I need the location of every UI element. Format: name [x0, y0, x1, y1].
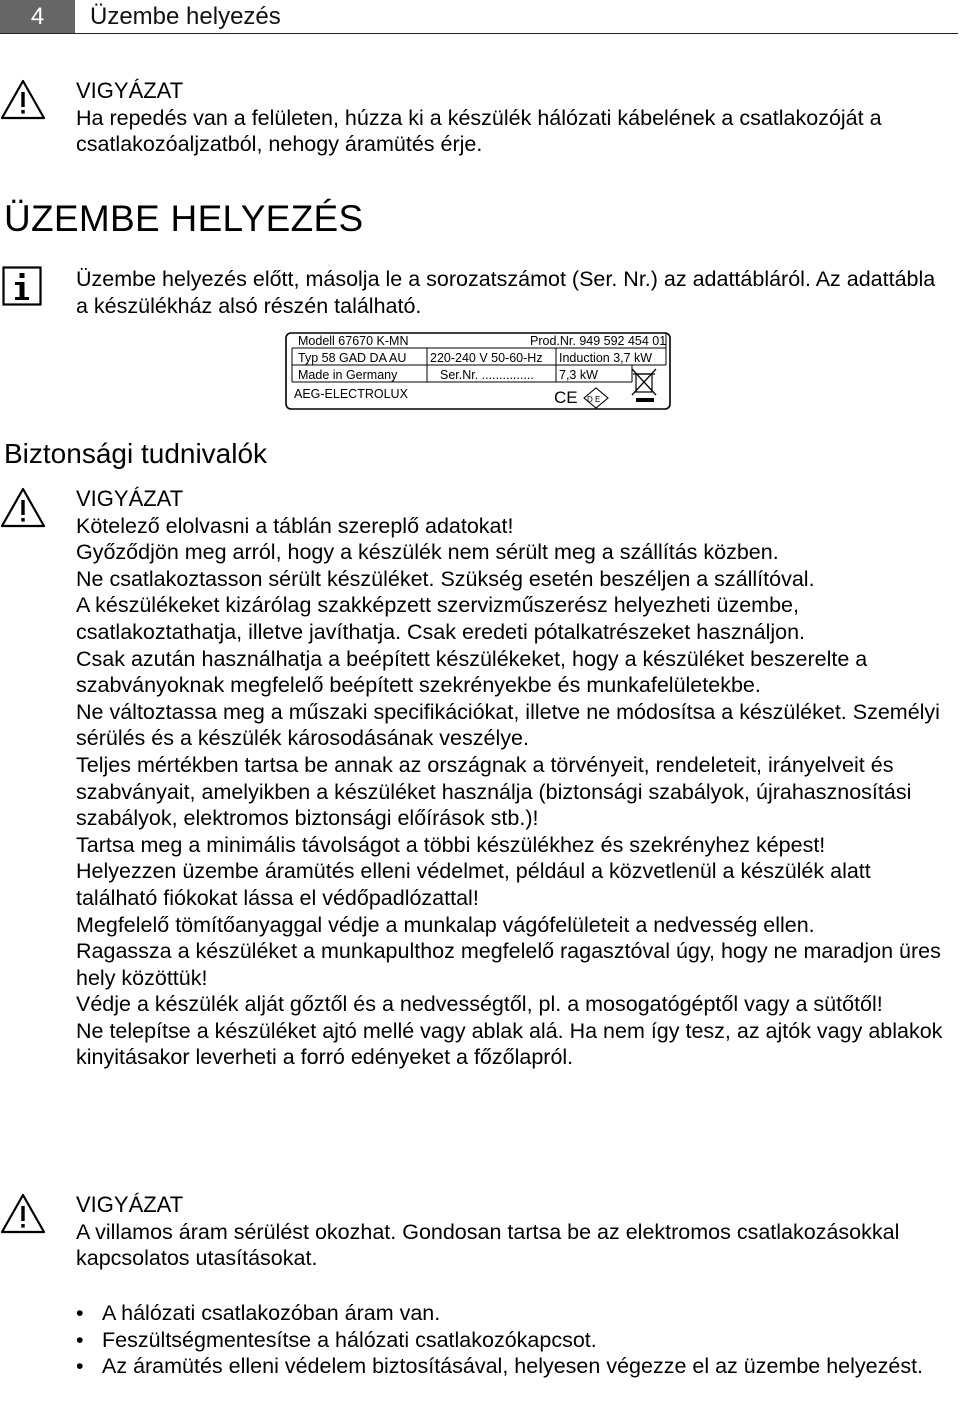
safety-heading: Biztonsági tudnivalók — [4, 438, 268, 469]
plate-ser-nr: Ser.Nr. ............... — [440, 368, 534, 382]
plate-power: 7,3 kW — [559, 368, 598, 382]
info-lead: Üzembe helyezés előtt — [76, 267, 294, 291]
plate-voltage: 220-240 V 50-60-Hz — [430, 351, 543, 365]
plate-type: Typ 58 GAD DA AU — [298, 351, 407, 365]
list-item: • Az áramütés elleni védelem biztosításával, helyesen végezze el az üzembe helyezést. — [76, 1354, 924, 1379]
info-note — [76, 266, 950, 319]
ce-mark-icon: CE — [554, 388, 578, 407]
safety-paragraph: Ne csatlakoztasson sérült készüléket. Szükség esetén beszéljen a szállítóval. — [76, 566, 815, 591]
safety-paragraph: Győződjön meg arról, hogy a készülék nem sérült meg a szállítás közben. — [76, 540, 779, 565]
running-title: Üzembe helyezés — [90, 3, 281, 30]
warning-title: VIGYÁZAT — [76, 78, 184, 103]
warning-triangle-icon — [0, 78, 46, 120]
safety-paragraph: Ragassza a készüléket a munkapulthoz megfelelő ragasztóval úgy, hogy ne maradjon üres hely közöttük! — [76, 939, 941, 990]
warning-caution-block — [76, 78, 950, 158]
bullet-icon: • — [76, 1301, 84, 1325]
info-text: , másolja le a sorozatszámot (Ser. Nr.) az adattábláról. Az adattábla a készülékház alsó részén található. — [76, 267, 936, 318]
safety-warning-block — [76, 486, 950, 1071]
info-icon — [2, 266, 42, 306]
safety-paragraph: Teljes mértékben tartsa be annak az országnak a törvényeit, rendeleteit, irányelveit és szabványait, amelyikben a készüléket használja (biztonsági szabályok, újrahasznosítási szabályok, elektromos biztonsági előírások stb.)! — [76, 752, 912, 831]
bullet-icon: • — [76, 1354, 84, 1379]
warning-triangle-icon — [0, 486, 46, 528]
safety-paragraph: Ne telepítse a készüléket ajtó mellé vagy ablak alá. Ha nem így tesz, az ajtók vagy ablakok kinyitásakor leverheti a forró edényeket a főzőlapról. — [76, 1018, 943, 1070]
warning-text: Ha repedés van a felületen, húzza ki a készülék hálózati kábelének a csatlakozóját a csatlakozóaljzatból, nehogy áramütés érje. — [76, 105, 882, 157]
bullet-list-block — [76, 1300, 950, 1380]
electric-warning-block — [76, 1192, 950, 1272]
header-rule — [0, 33, 958, 34]
safety-paragraph: Ne változtassa meg a műszaki specifikációkat, illetve ne módosítsa a készüléket. Személyi sérülés és a készülék károsodásának veszélye. — [76, 699, 940, 751]
safety-paragraph: Védje a készülék alját gőztől és a nedvességtől, pl. a mosogatógéptől vagy a sütőtől! — [76, 992, 883, 1017]
rating-plate — [284, 332, 672, 412]
list-item: • A hálózati csatlakozóban áram van. — [76, 1301, 441, 1325]
plate-induction: Induction 3,7 kW — [559, 351, 653, 365]
safety-paragraph: Tartsa meg a minimális távolságot a többi készülékhez és szekrényhez képest! — [76, 832, 826, 857]
safety-paragraph: Megfelelő tömítőanyaggal védje a munkalap vágófelületeit a nedvesség ellen. — [76, 912, 815, 937]
list-item: • Feszültségmentesítse a hálózati csatlakozókapcsot. — [76, 1327, 597, 1352]
bullet-list — [76, 1300, 950, 1380]
section-title: ÜZEMBE HELYEZÉS — [4, 198, 364, 239]
warning-triangle-icon — [0, 1192, 46, 1234]
safety-paragraph: Helyezzen üzembe áramütés elleni védelmet, például a közvetlenül a készülék alatt található fiókokat lássa el védőpadlózattal! — [76, 859, 871, 910]
warning-title: VIGYÁZAT — [76, 1192, 184, 1217]
bullet-icon: • — [76, 1327, 84, 1352]
safety-paragraph: A készülékeket kizárólag szakképzett szervizműszerész helyezheti üzembe, csatlakoztathatja, illetve javíthatja. Csak eredeti pótalkatrészeket használjon. — [76, 593, 806, 644]
plate-brand: AEG-ELECTROLUX — [294, 387, 408, 401]
page-number: 4 — [0, 0, 75, 33]
warning-text: A villamos áram sérülést okozhat. Gondosan tartsa be az elektromos csatlakozásokkal kapcsolatos utasításokat. — [76, 1219, 900, 1271]
warning-title: VIGYÁZAT — [76, 486, 184, 511]
svg-text:D E: D E — [587, 395, 601, 404]
safety-paragraph: Kötelező elolvasni a táblán szereplő adatokat! — [76, 513, 514, 538]
plate-made-in: Made in Germany — [298, 368, 398, 382]
safety-paragraph: Csak azután használhatja a beépített készülékeket, hogy a készüléket beszerelte a szabványoknak megfelelő beépített szekrényekbe és munkafelületekbe. — [76, 646, 868, 698]
plate-model: Modell 67670 K-MN — [298, 334, 409, 348]
plate-prod-nr: Prod.Nr. 949 592 454 01 — [530, 334, 667, 348]
